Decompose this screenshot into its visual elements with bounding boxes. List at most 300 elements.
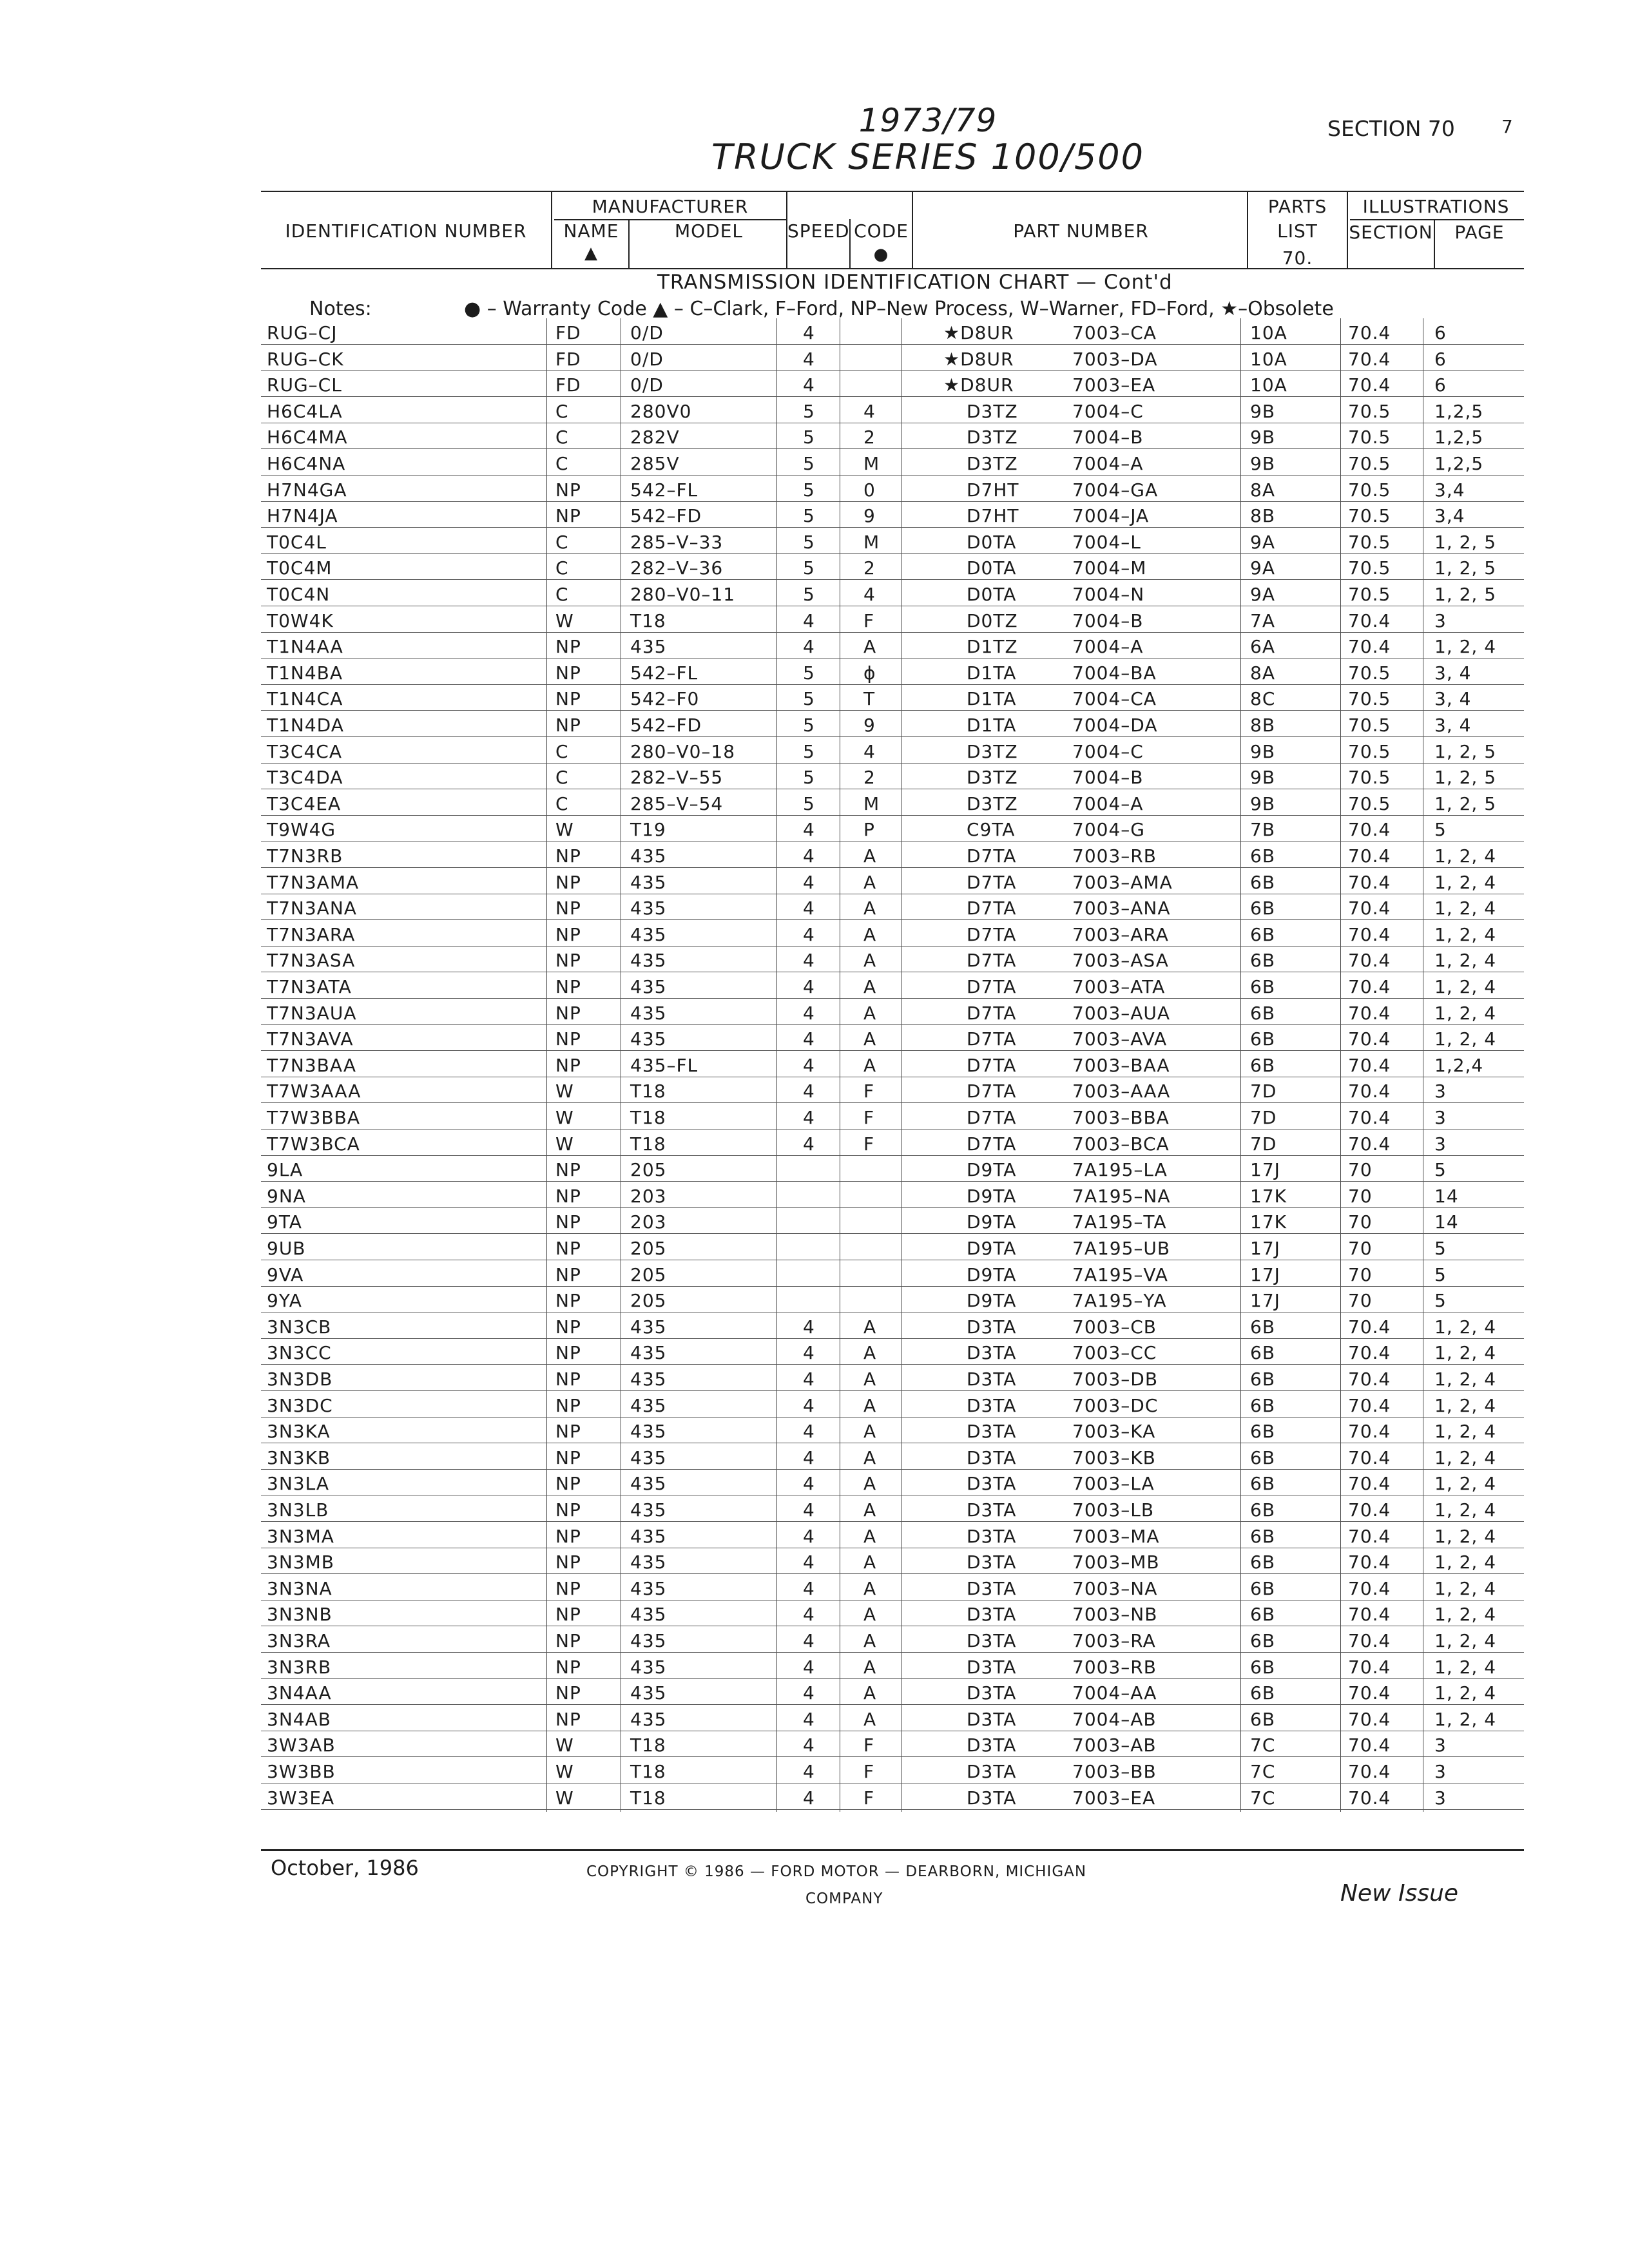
cell-illustration-page: 1, 2, 4	[1434, 871, 1497, 893]
cell-model: 282–V–36	[630, 557, 724, 579]
row-rule	[261, 396, 1524, 397]
cell-manufacturer-name: NP	[555, 1682, 581, 1704]
cell-speed: 5	[803, 584, 815, 605]
cell-model: 435	[630, 636, 667, 658]
cell-part-number: 7003–RB	[1072, 1656, 1157, 1678]
cell-parts-list: 6B	[1250, 871, 1276, 893]
cell-parts-list: 6B	[1250, 1577, 1276, 1599]
cell-illustration-page: 1, 2, 5	[1434, 740, 1497, 762]
row-rule	[261, 684, 1524, 685]
col-header-ill-page: PAGE	[1454, 222, 1505, 243]
cell-manufacturer-name: C	[555, 740, 569, 762]
cell-model: 282–V–55	[630, 767, 724, 789]
cell-part-prefix: D3TZ	[967, 740, 1018, 762]
cell-part-number: 7004–A	[1072, 636, 1144, 658]
cell-identification-number: 3N3KA	[267, 1421, 331, 1443]
cell-parts-list: 6B	[1250, 1054, 1276, 1076]
cell-model: 205	[630, 1264, 667, 1285]
cell-model: 435	[630, 1421, 667, 1443]
cell-illustration-page: 1, 2, 4	[1434, 636, 1497, 658]
cell-illustration-page: 1, 2, 4	[1434, 950, 1497, 972]
cell-illustration-page: 1, 2, 5	[1434, 793, 1497, 814]
cell-illustration-section: 70.5	[1348, 688, 1391, 710]
cell-parts-list: 10A	[1250, 348, 1287, 370]
cell-part-number: 7A195–LA	[1072, 1159, 1168, 1181]
cell-part-number: 7004–B	[1072, 610, 1144, 631]
cell-identification-number: T0C4L	[267, 531, 327, 553]
cell-code: F	[863, 1107, 875, 1128]
cell-model: 0/D	[630, 374, 664, 396]
cell-part-number: 7004–BA	[1072, 662, 1157, 684]
cell-part-number: 7A195–YA	[1072, 1290, 1167, 1312]
cell-manufacturer-name: NP	[555, 845, 581, 867]
cell-part-prefix: D7HT	[967, 479, 1019, 501]
row-rule	[261, 475, 1524, 476]
cell-part-number: 7004–JA	[1072, 505, 1150, 527]
column-divider	[1340, 318, 1341, 1812]
cell-illustration-page: 5	[1434, 1264, 1447, 1285]
cell-identification-number: 3N3LA	[267, 1473, 329, 1495]
cell-parts-list: 6B	[1250, 1342, 1276, 1364]
cell-illustration-section: 70.4	[1348, 1708, 1391, 1730]
cell-illustration-page: 1, 2, 4	[1434, 1604, 1497, 1626]
cell-code: A	[863, 976, 877, 997]
cell-parts-list: 17J	[1250, 1159, 1280, 1181]
cell-parts-list: 7A	[1250, 610, 1275, 631]
cell-code: A	[863, 1446, 877, 1468]
cell-illustration-section: 70.4	[1348, 1316, 1391, 1338]
cell-speed: 4	[803, 348, 815, 370]
cell-identification-number: T3C4DA	[267, 767, 343, 789]
cell-parts-list: 6B	[1250, 976, 1276, 997]
cell-model: 282V	[630, 427, 680, 448]
cell-illustration-page: 1, 2, 4	[1434, 845, 1497, 867]
cell-part-number: 7003–BAA	[1072, 1054, 1170, 1076]
cell-speed: 4	[803, 1473, 815, 1495]
cell-identification-number: 3N3LB	[267, 1499, 329, 1521]
cell-model: T18	[630, 1761, 666, 1782]
cell-part-number: 7004–A	[1072, 453, 1144, 474]
cell-parts-list: 6B	[1250, 923, 1276, 945]
col-header-illustrations: ILLUSTRATIONS	[1362, 196, 1510, 217]
cell-manufacturer-name: C	[555, 400, 569, 422]
cell-part-number: 7004–GA	[1072, 479, 1159, 501]
cell-part-prefix: D0TA	[967, 531, 1017, 553]
cell-part-prefix: D3TA	[967, 1761, 1017, 1782]
cell-code: 4	[863, 584, 876, 605]
cell-identification-number: 3N3KB	[267, 1446, 331, 1468]
cell-identification-number: 3N3NB	[267, 1604, 333, 1626]
row-rule	[261, 1233, 1524, 1234]
cell-illustration-page: 1, 2, 4	[1434, 1656, 1497, 1678]
cell-part-number: 7004–C	[1072, 740, 1144, 762]
cell-illustration-section: 70.5	[1348, 767, 1391, 789]
cell-illustration-section: 70.4	[1348, 898, 1391, 919]
cell-identification-number: T3C4EA	[267, 793, 342, 814]
cell-part-number: 7004–CA	[1072, 688, 1157, 710]
cell-model: 205	[630, 1159, 667, 1181]
cell-illustration-section: 70.5	[1348, 740, 1391, 762]
cell-identification-number: T7W3BBA	[267, 1107, 360, 1128]
cell-identification-number: 3W3BB	[267, 1761, 336, 1782]
cell-model: 542–F0	[630, 688, 700, 710]
cell-speed: 4	[803, 1369, 815, 1390]
cell-model: 542–FD	[630, 505, 702, 527]
col-header-list: LIST	[1277, 220, 1318, 242]
cell-part-prefix: D7TA	[967, 1002, 1017, 1024]
cell-parts-list: 17J	[1250, 1290, 1280, 1312]
cell-code: 0	[863, 479, 876, 501]
cell-illustration-page: 3,4	[1434, 479, 1465, 501]
cell-manufacturer-name: NP	[555, 1342, 581, 1364]
row-rule	[261, 632, 1524, 633]
cell-illustration-section: 70.5	[1348, 531, 1391, 553]
cell-identification-number: T7N3ANA	[267, 898, 357, 919]
cell-speed: 4	[803, 1577, 815, 1599]
cell-illustration-section: 70.4	[1348, 1369, 1391, 1390]
cell-part-prefix: D1TA	[967, 688, 1017, 710]
cell-illustration-section: 70.4	[1348, 610, 1391, 631]
cell-parts-list: 7C	[1250, 1787, 1276, 1809]
cell-code: A	[863, 1028, 877, 1050]
cell-manufacturer-name: NP	[555, 1211, 581, 1233]
cell-illustration-section: 70.4	[1348, 1028, 1391, 1050]
cell-illustration-page: 1, 2, 4	[1434, 1342, 1497, 1364]
row-rule	[261, 344, 1524, 345]
cell-model: 435	[630, 1577, 667, 1599]
col-header-list-section: 70.	[1282, 247, 1313, 269]
row-rule	[261, 1469, 1524, 1470]
cell-parts-list: 7C	[1250, 1735, 1276, 1756]
cell-model: 0/D	[630, 322, 664, 343]
cell-illustration-section: 70.4	[1348, 1604, 1391, 1626]
cell-speed: 5	[803, 688, 815, 710]
row-rule	[261, 710, 1524, 711]
cell-speed: 4	[803, 976, 815, 997]
footer-date: October, 1986	[271, 1856, 419, 1880]
cell-speed: 5	[803, 715, 815, 736]
cell-speed: 4	[803, 1630, 815, 1651]
cell-identification-number: 3N3CC	[267, 1342, 332, 1364]
column-divider	[776, 318, 777, 1812]
cell-part-prefix: D3TA	[967, 1342, 1017, 1364]
cell-parts-list: 9B	[1250, 793, 1276, 814]
cell-model: 435	[630, 1369, 667, 1390]
cell-code: A	[863, 1002, 877, 1024]
cell-illustration-section: 70.4	[1348, 1735, 1391, 1756]
cell-identification-number: 3N3DB	[267, 1369, 333, 1390]
cell-code: A	[863, 1577, 877, 1599]
cell-manufacturer-name: C	[555, 557, 569, 579]
cell-part-prefix: D7TA	[967, 871, 1017, 893]
cell-part-number: 7003–EA	[1072, 374, 1156, 396]
cell-parts-list: 17J	[1250, 1264, 1280, 1285]
cell-code: A	[863, 845, 877, 867]
cell-illustration-page: 1, 2, 4	[1434, 1316, 1497, 1338]
cell-parts-list: 6B	[1250, 1708, 1276, 1730]
cell-part-prefix: D3TA	[967, 1604, 1017, 1626]
cell-speed: 4	[803, 322, 815, 343]
cell-part-number: 7003–AB	[1072, 1735, 1157, 1756]
cell-part-number: 7A195–TA	[1072, 1211, 1167, 1233]
cell-speed: 5	[803, 427, 815, 448]
cell-part-number: 7003–ARA	[1072, 923, 1169, 945]
cell-illustration-page: 1, 2, 4	[1434, 1708, 1497, 1730]
cell-model: 435	[630, 1604, 667, 1626]
cell-model: 435	[630, 923, 667, 945]
cell-parts-list: 6B	[1250, 1028, 1276, 1050]
cell-code: A	[863, 1552, 877, 1573]
cell-illustration-section: 70.4	[1348, 1761, 1391, 1782]
cell-identification-number: 3N3RA	[267, 1630, 331, 1651]
row-rule	[261, 1050, 1524, 1051]
cell-speed: 4	[803, 1107, 815, 1128]
title-year-range: 1973/79	[858, 102, 998, 139]
cell-part-number: 7003–CB	[1072, 1316, 1157, 1338]
cell-manufacturer-name: NP	[555, 1552, 581, 1573]
cell-manufacturer-name: NP	[555, 1002, 581, 1024]
cell-model: 435	[630, 1656, 667, 1678]
cell-model: 435	[630, 1552, 667, 1573]
cell-part-number: 7003–NB	[1072, 1604, 1158, 1626]
cell-illustration-page: 5	[1434, 1159, 1447, 1181]
cell-part-number: 7003–LB	[1072, 1499, 1155, 1521]
cell-parts-list: 6B	[1250, 1002, 1276, 1024]
cell-part-prefix: D3TA	[967, 1708, 1017, 1730]
cell-model: 435	[630, 1630, 667, 1651]
cell-speed: 4	[803, 898, 815, 919]
cell-model: 435	[630, 1446, 667, 1468]
row-rule	[261, 1155, 1524, 1156]
triangle-icon: ▲	[584, 244, 598, 263]
cell-manufacturer-name: W	[555, 1787, 574, 1809]
column-divider	[1240, 318, 1241, 1812]
cell-part-prefix: D3TZ	[967, 453, 1018, 474]
cell-manufacturer-name: NP	[555, 688, 581, 710]
cell-speed: 4	[803, 1787, 815, 1809]
cell-code: 4	[863, 740, 876, 762]
cell-manufacturer-name: W	[555, 1735, 574, 1756]
cell-identification-number: T7N3AMA	[267, 871, 360, 893]
col-header-part-number: PART NUMBER	[1013, 220, 1149, 242]
cell-identification-number: T7W3AAA	[267, 1081, 361, 1102]
cell-illustration-section: 70.4	[1348, 1499, 1391, 1521]
cell-parts-list: 17K	[1250, 1185, 1287, 1207]
cell-code: F	[863, 1735, 875, 1756]
cell-part-prefix: D3TA	[967, 1577, 1017, 1599]
cell-part-prefix: D9TA	[967, 1159, 1017, 1181]
cell-speed: 4	[803, 845, 815, 867]
cell-part-number: 7003–DA	[1072, 348, 1158, 370]
cell-part-prefix: D7TA	[967, 1054, 1017, 1076]
cell-manufacturer-name: C	[555, 427, 569, 448]
footer-copyright: COPYRIGHT © 1986 — FORD MOTOR — DEARBORN, MICHIGAN	[586, 1863, 1087, 1880]
row-rule	[261, 1364, 1524, 1365]
cell-illustration-section: 70.5	[1348, 715, 1391, 736]
cell-code: A	[863, 1054, 877, 1076]
cell-part-number: 7003–AAA	[1072, 1081, 1171, 1102]
cell-model: T18	[630, 1107, 666, 1128]
cell-manufacturer-name: NP	[555, 1159, 581, 1181]
cell-illustration-section: 70	[1348, 1238, 1373, 1259]
cell-speed: 4	[803, 1446, 815, 1468]
cell-parts-list: 9A	[1250, 557, 1275, 579]
cell-part-prefix: D7TA	[967, 1028, 1017, 1050]
cell-illustration-section: 70.4	[1348, 1342, 1391, 1364]
cell-illustration-section: 70.4	[1348, 322, 1391, 343]
row-rule	[261, 1102, 1524, 1103]
cell-illustration-section: 70.4	[1348, 636, 1391, 658]
cell-manufacturer-name: NP	[555, 1238, 581, 1259]
cell-model: 435	[630, 1394, 667, 1416]
cell-parts-list: 9B	[1250, 767, 1276, 789]
cell-parts-list: 8A	[1250, 662, 1275, 684]
row-rule	[261, 1704, 1524, 1705]
cell-part-number: 7003–EA	[1072, 1787, 1156, 1809]
cell-parts-list: 17K	[1250, 1211, 1287, 1233]
cell-manufacturer-name: C	[555, 531, 569, 553]
cell-code: A	[863, 1316, 877, 1338]
cell-illustration-page: 3, 4	[1434, 715, 1472, 736]
cell-code: F	[863, 1081, 875, 1102]
notes-legend: ● – Warranty Code ▲ – C–Clark, F–Ford, NP–New Process, W–Warner, FD–Ford, ★–Obsolete	[464, 298, 1334, 320]
cell-speed: 4	[803, 871, 815, 893]
cell-identification-number: 9LA	[267, 1159, 304, 1181]
cell-part-prefix: ★D8UR	[943, 348, 1014, 370]
cell-code: A	[863, 1682, 877, 1704]
cell-manufacturer-name: NP	[555, 1264, 581, 1285]
cell-manufacturer-name: NP	[555, 715, 581, 736]
cell-part-number: 7004–C	[1072, 400, 1144, 422]
cell-part-number: 7003–LA	[1072, 1473, 1155, 1495]
cell-manufacturer-name: NP	[555, 1290, 581, 1312]
cell-illustration-section: 70.4	[1348, 923, 1391, 945]
cell-speed: 4	[803, 1028, 815, 1050]
cell-illustration-section: 70.4	[1348, 348, 1391, 370]
cell-parts-list: 6B	[1250, 1499, 1276, 1521]
cell-code: A	[863, 1421, 877, 1443]
cell-identification-number: 3N3MA	[267, 1525, 334, 1547]
cell-code: F	[863, 1133, 875, 1155]
header-divider	[551, 191, 552, 268]
cell-model: 203	[630, 1185, 667, 1207]
cell-manufacturer-name: NP	[555, 871, 581, 893]
cell-model: T18	[630, 1787, 666, 1809]
cell-code: A	[863, 1708, 877, 1730]
cell-illustration-page: 1,2,5	[1434, 400, 1484, 422]
cell-speed: 4	[803, 1002, 815, 1024]
row-rule	[261, 553, 1524, 554]
cell-model: 435	[630, 1342, 667, 1364]
cell-part-number: 7003–MB	[1072, 1552, 1160, 1573]
cell-illustration-section: 70.4	[1348, 1577, 1391, 1599]
cell-code: A	[863, 950, 877, 972]
cell-manufacturer-name: NP	[555, 1630, 581, 1651]
cell-speed: 4	[803, 1656, 815, 1678]
cell-speed: 4	[803, 819, 815, 841]
row-rule	[261, 1338, 1524, 1339]
cell-manufacturer-name: FD	[555, 322, 581, 343]
cell-parts-list: 8A	[1250, 479, 1275, 501]
cell-illustration-section: 70.5	[1348, 793, 1391, 814]
title-series: TRUCK SERIES 100/500	[711, 137, 1145, 177]
cell-manufacturer-name: NP	[555, 479, 581, 501]
cell-manufacturer-name: NP	[555, 1525, 581, 1547]
cell-illustration-page: 1,2,5	[1434, 453, 1484, 474]
cell-speed: 5	[803, 531, 815, 553]
cell-parts-list: 6B	[1250, 1630, 1276, 1651]
cell-speed: 4	[803, 1735, 815, 1756]
row-rule	[261, 1207, 1524, 1208]
cell-part-prefix: D1TZ	[967, 636, 1018, 658]
cell-part-prefix: D3TA	[967, 1525, 1017, 1547]
cell-code: 4	[863, 400, 876, 422]
cell-speed: 5	[803, 662, 815, 684]
cell-model: T18	[630, 1081, 666, 1102]
cell-model: 435–FL	[630, 1054, 699, 1076]
cell-illustration-section: 70.5	[1348, 584, 1391, 605]
cell-identification-number: T1N4AA	[267, 636, 343, 658]
cell-part-number: 7003–ANA	[1072, 898, 1171, 919]
cell-model: 435	[630, 1525, 667, 1547]
cell-illustration-page: 3	[1434, 1761, 1447, 1782]
row-rule	[261, 501, 1524, 502]
cell-identification-number: 3N3CB	[267, 1316, 332, 1338]
cell-illustration-section: 70.4	[1348, 1054, 1391, 1076]
cell-identification-number: T9W4G	[267, 819, 336, 841]
cell-illustration-page: 3	[1434, 1735, 1447, 1756]
cell-manufacturer-name: NP	[555, 1499, 581, 1521]
cell-part-prefix: D9TA	[967, 1238, 1017, 1259]
cell-code: F	[863, 610, 875, 631]
row-rule	[261, 579, 1524, 580]
cell-parts-list: 6B	[1250, 1446, 1276, 1468]
cell-speed: 4	[803, 1054, 815, 1076]
cell-illustration-section: 70.5	[1348, 662, 1391, 684]
cell-speed: 5	[803, 740, 815, 762]
cell-code: A	[863, 1369, 877, 1390]
cell-manufacturer-name: NP	[555, 662, 581, 684]
cell-manufacturer-name: C	[555, 793, 569, 814]
cell-identification-number: H6C4LA	[267, 400, 343, 422]
cell-speed: 4	[803, 1499, 815, 1521]
cell-part-prefix: D1TA	[967, 715, 1017, 736]
cell-code: P	[863, 819, 875, 841]
cell-part-prefix: D9TA	[967, 1185, 1017, 1207]
cell-manufacturer-name: NP	[555, 1394, 581, 1416]
cell-illustration-page: 6	[1434, 348, 1447, 370]
cell-identification-number: 3N3RB	[267, 1656, 332, 1678]
cell-manufacturer-name: NP	[555, 1421, 581, 1443]
cell-illustration-page: 1, 2, 5	[1434, 557, 1497, 579]
cell-part-prefix: D3TA	[967, 1421, 1017, 1443]
cell-illustration-page: 1, 2, 4	[1434, 976, 1497, 997]
cell-illustration-section: 70.4	[1348, 1394, 1391, 1416]
cell-illustration-page: 1, 2, 4	[1434, 1002, 1497, 1024]
cell-code: F	[863, 1787, 875, 1809]
cell-identification-number: 3W3AB	[267, 1735, 336, 1756]
cell-illustration-section: 70	[1348, 1159, 1373, 1181]
cell-model: 435	[630, 845, 667, 867]
cell-identification-number: H7N4JA	[267, 505, 338, 527]
cell-illustration-page: 1, 2, 4	[1434, 1525, 1497, 1547]
cell-manufacturer-name: NP	[555, 1185, 581, 1207]
cell-code: A	[863, 1630, 877, 1651]
cell-model: 203	[630, 1211, 667, 1233]
cell-part-prefix: D7TA	[967, 898, 1017, 919]
cell-code: F	[863, 1761, 875, 1782]
cell-manufacturer-name: NP	[555, 1708, 581, 1730]
